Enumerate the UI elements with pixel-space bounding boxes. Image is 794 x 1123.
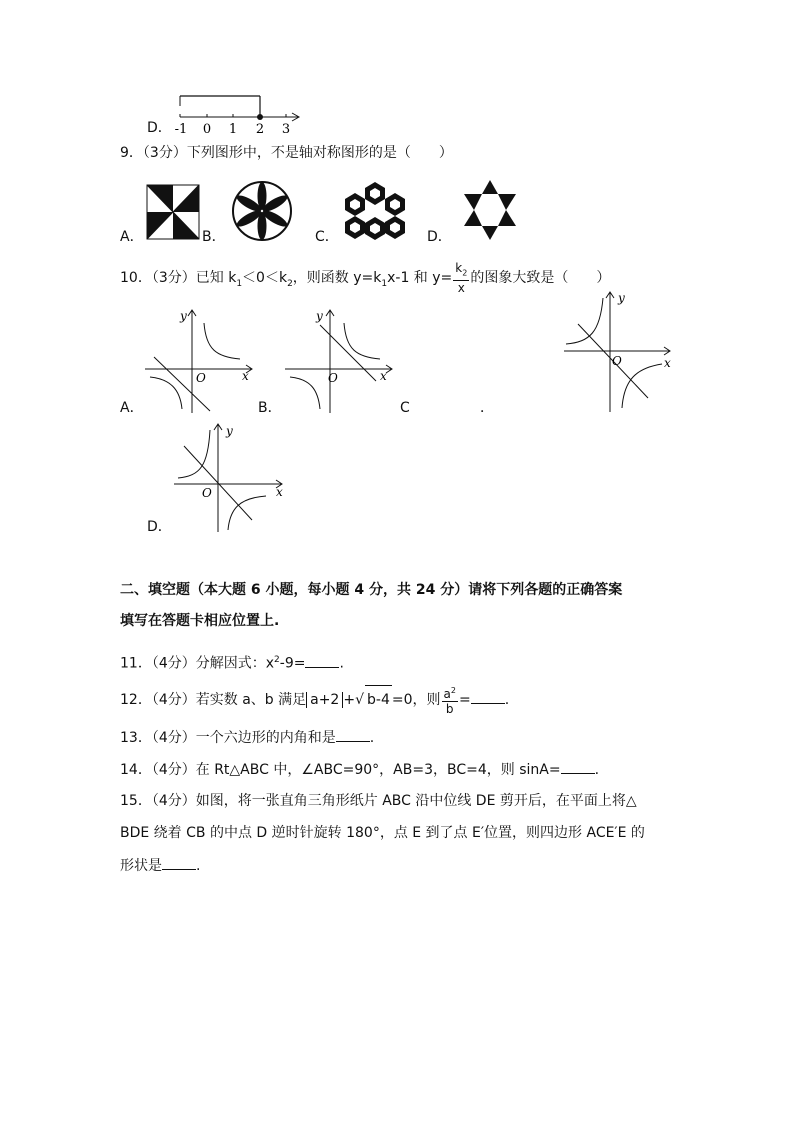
superscript: 2 (274, 655, 280, 665)
question-text: 下列图形中，不是轴对称图形的是（ ） (186, 145, 453, 161)
stem-text: 在 Rt△ABC 中，∠ABC=90°，AB=3，BC=4，则 sinA= (195, 762, 561, 778)
question-number: 12． (120, 692, 152, 708)
q8-option-d-label: D． (147, 120, 172, 136)
graph-a (140, 305, 260, 415)
stem-end: . (504, 692, 510, 708)
stem-end: . (339, 655, 344, 672)
question-number: 15． (120, 793, 152, 809)
q14 (120, 759, 599, 780)
question-score: （4分） (151, 762, 196, 778)
stem-text: ＜0＜k (242, 270, 288, 287)
stem-text: 一个六边形的内角和是 (195, 730, 336, 746)
frac-num: a (443, 687, 451, 701)
subscript: 1 (236, 279, 243, 289)
y-axis-label: y (180, 309, 187, 323)
number-line-diagram (170, 90, 310, 140)
q15-line3 (120, 855, 200, 876)
frac-num: k (455, 261, 463, 275)
y-axis-label: y (618, 291, 625, 305)
question-score: （4分） (151, 692, 196, 708)
flower-circle-icon (231, 180, 293, 242)
answer-blank[interactable] (336, 727, 370, 742)
stem-text: 形状是 (120, 858, 162, 874)
stem-end: . (196, 858, 201, 874)
stem-end: . (594, 762, 600, 778)
tick-label: 2 (255, 122, 265, 137)
q9-option-d: D． (427, 229, 452, 245)
fraction (453, 261, 469, 295)
q10-option-a: A． (120, 400, 144, 416)
tick-label: 1 (228, 122, 238, 137)
q15-line2: BDE 绕着 CB 的中点 D 逆时针旋转 180°，点 E 到了点 E′位置，则四边形 ACE′E 的 (120, 825, 645, 841)
q9-option-c: C． (315, 229, 339, 245)
stem-text: = (458, 692, 471, 708)
q10-option-c-dot: ． (480, 400, 494, 416)
question-number: 9． (120, 145, 143, 161)
x-axis-label: x (242, 369, 249, 383)
question-number: 14． (120, 762, 152, 778)
x-axis-label: x (380, 369, 387, 383)
plus-sign: + (343, 692, 356, 708)
stem-text: =0，则 (391, 692, 441, 708)
q12 (120, 684, 509, 716)
stem-end: . (369, 730, 375, 746)
question-score: （4分） (151, 730, 196, 746)
question-score: （4分） (151, 793, 196, 809)
frac-den: b (445, 702, 454, 716)
absolute-value: a+2 (306, 692, 343, 708)
q15-line1 (120, 791, 637, 811)
tick-label: 0 (202, 122, 212, 137)
stem-text: x-1 和 y= (387, 270, 453, 287)
q13 (120, 727, 374, 748)
stem-text: -9= (279, 655, 306, 672)
question-number: 10． (120, 270, 152, 287)
graph-c (560, 288, 680, 416)
answer-blank[interactable] (305, 653, 339, 668)
sqrt-sign: √ (355, 692, 364, 708)
question-score: （3分） (142, 145, 187, 161)
six-point-star-icon (460, 178, 520, 242)
origin-label: O (328, 371, 338, 385)
graph-d (170, 420, 290, 535)
subscript: 2 (462, 268, 468, 278)
section-heading-line1: 二、填空题（本大题 6 小题，每小题 4 分，共 24 分）请将下列各题的正确答案 (120, 582, 623, 598)
x-axis-label: x (664, 356, 671, 370)
tick-label: 3 (281, 122, 291, 137)
y-axis-label: y (226, 424, 233, 438)
q11 (120, 650, 344, 674)
origin-label: O (612, 354, 622, 368)
question-number: 11． (120, 655, 152, 672)
origin-label: O (202, 486, 212, 500)
subscript: 1 (381, 279, 388, 289)
y-axis-label: y (316, 309, 323, 323)
graph-b (280, 305, 400, 415)
q10-option-c: C (400, 400, 410, 416)
section-heading-line2: 填写在答题卡相应位置上. (120, 613, 280, 629)
question-score: （4分） (151, 655, 196, 672)
stem-text: 如图，将一张直角三角形纸片 ABC 沿中位线 DE 剪开后，在平面上将△ (195, 793, 637, 809)
fraction (442, 684, 458, 716)
question-score: （3分） (151, 270, 196, 287)
stem-text: ，则函数 y=k (292, 270, 382, 287)
answer-blank[interactable] (471, 689, 505, 704)
q9-option-a: A． (120, 229, 144, 245)
q9-option-b: B． (202, 229, 226, 245)
hexagon-ring-icon (342, 180, 408, 242)
frac-den: x (457, 281, 465, 296)
pinwheel-icon (146, 184, 202, 242)
stem-text: 的图象大致是（ ） (470, 270, 611, 287)
question-number: 13． (120, 730, 152, 746)
sqrt-content: b-4 (365, 685, 392, 714)
stem-text: 若实数 a、b 满足 (195, 692, 307, 708)
q10-option-b: B． (258, 400, 282, 416)
q10-stem (120, 261, 610, 295)
subscript: 2 (287, 279, 293, 289)
x-axis-label: x (276, 485, 283, 499)
stem-text: 已知 k (195, 270, 237, 287)
superscript: 2 (450, 686, 456, 695)
q9-stem (120, 143, 453, 163)
q10-option-d: D． (147, 519, 172, 535)
answer-blank[interactable] (162, 855, 196, 870)
origin-label: O (196, 371, 206, 385)
stem-text: 分解因式：x (195, 655, 275, 672)
tick-label: -1 (174, 122, 188, 137)
answer-blank[interactable] (561, 759, 595, 774)
